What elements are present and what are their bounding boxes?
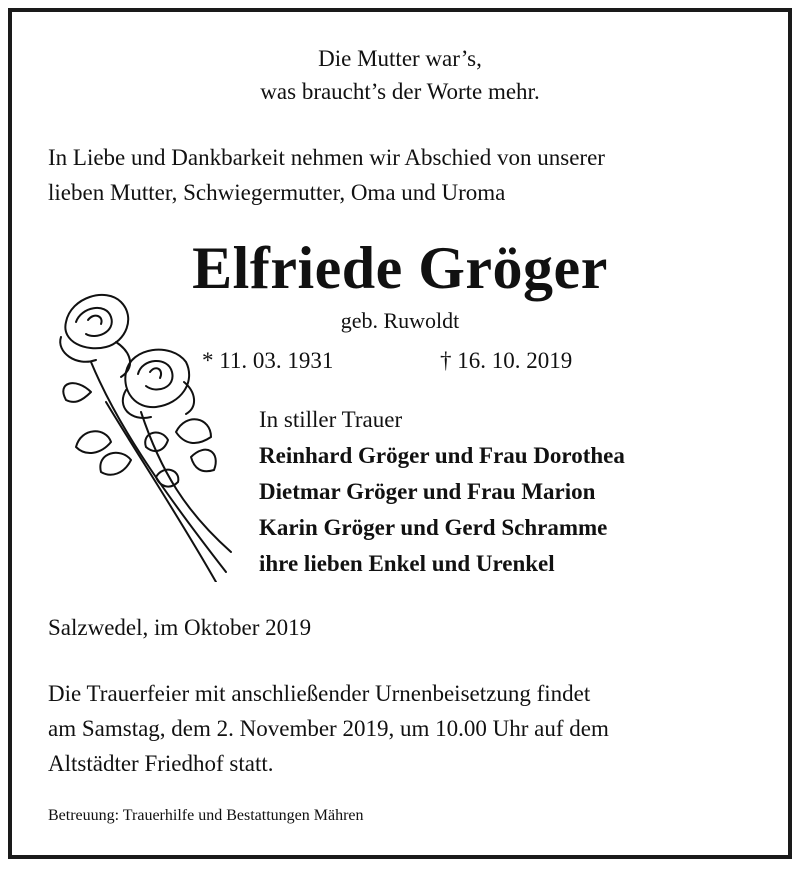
service-line-2: am Samstag, dem 2. November 2019, um 10.00 Uhr auf dem: [48, 716, 609, 741]
mourner-name: Karin Gröger und Gerd Schramme: [259, 515, 608, 540]
mourner-name: Dietmar Gröger und Frau Marion: [259, 479, 596, 504]
intro-text: [48, 140, 768, 210]
motto-line-1: Die Mutter war’s,: [318, 46, 482, 71]
service-line-3: Altstädter Friedhof statt.: [48, 751, 274, 776]
motto-line-2: was braucht’s der Worte mehr.: [260, 79, 540, 104]
place-date: Salzwedel, im Oktober 2019: [48, 615, 312, 640]
obituary-frame: [8, 8, 792, 859]
motto: [12, 42, 788, 108]
mourners-block: [259, 402, 625, 582]
deceased-name: Elfriede Gröger: [192, 235, 608, 301]
birth-date: * 11. 03. 1931: [202, 348, 334, 373]
service-line-1: Die Trauerfeier mit anschließender Urnenbeisetzung findet: [48, 681, 591, 706]
intro-line-1: In Liebe und Dankbarkeit nehmen wir Abschied von unserer: [48, 145, 605, 170]
rose-illustration-icon: [46, 282, 246, 582]
funeral-home-credit: Betreuung: Trauerhilfe und Bestattungen Mähren: [48, 807, 364, 824]
mourner-name: Reinhard Gröger und Frau Dorothea: [259, 443, 625, 468]
death-date: † 16. 10. 2019: [440, 348, 573, 373]
service-details: [48, 676, 768, 781]
intro-line-2: lieben Mutter, Schwiegermutter, Oma und Uroma: [48, 180, 506, 205]
mourner-name: ihre lieben Enkel und Urenkel: [259, 551, 555, 576]
maiden-name: geb. Ruwoldt: [340, 308, 460, 333]
mourners-heading: In stiller Trauer: [259, 407, 403, 432]
